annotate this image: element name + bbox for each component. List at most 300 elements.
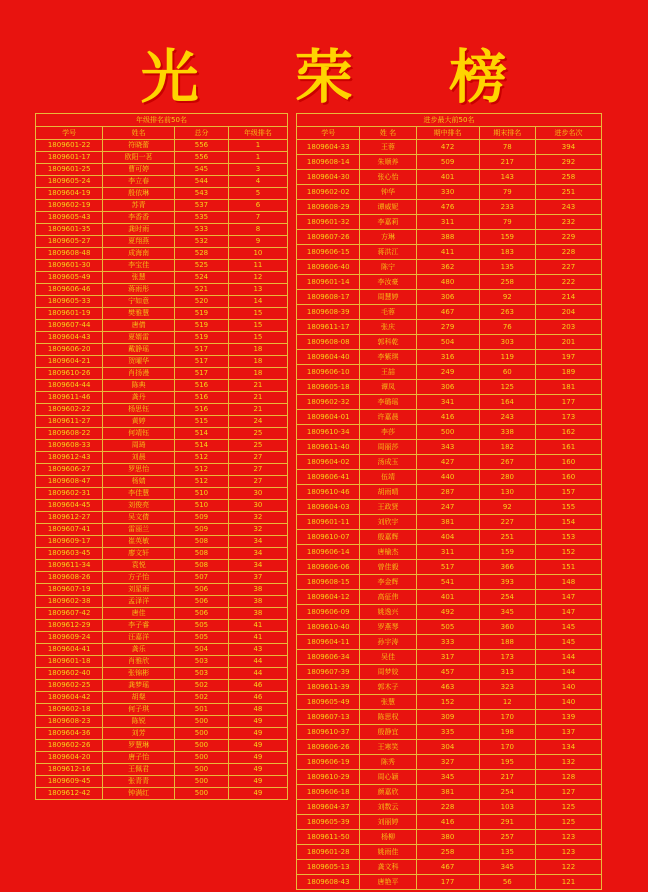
table-cell: 21: [228, 392, 287, 404]
table-cell: 1809608-08: [297, 335, 360, 350]
table-cell: 214: [535, 290, 601, 305]
table-cell: 76: [479, 320, 535, 335]
table-cell: 333: [416, 635, 479, 650]
table-cell: 381: [416, 515, 479, 530]
table-row: [36, 260, 288, 272]
table-cell: 1: [228, 152, 287, 164]
table-cell: 曹可婷: [103, 164, 175, 176]
table-cell: 38: [228, 584, 287, 596]
table-cell: 492: [416, 605, 479, 620]
table-cell: 欧阳一茗: [103, 152, 175, 164]
table-cell: 罗燕琴: [360, 620, 416, 635]
table-cell: 谭凤: [360, 380, 416, 395]
page-title: 光 荣 榜: [140, 43, 546, 111]
table-row: [36, 584, 288, 596]
table-cell: 145: [535, 620, 601, 635]
table-row: [297, 680, 602, 695]
table-cell: 张心怡: [360, 170, 416, 185]
table-cell: 1809601-17: [36, 152, 103, 164]
table-cell: 197: [535, 350, 601, 365]
table-cell: 463: [416, 680, 479, 695]
table-cell: 刘俊亮: [103, 500, 175, 512]
table-row: [297, 200, 602, 215]
table-cell: 黄婷: [103, 416, 175, 428]
table-cell: 18: [228, 344, 287, 356]
table-row: [36, 140, 288, 152]
table-cell: 1809602-18: [36, 704, 103, 716]
table-cell: 502: [175, 692, 229, 704]
table-cell: 许嘉晨: [360, 410, 416, 425]
table-cell: 313: [479, 665, 535, 680]
table-cell: 343: [416, 440, 479, 455]
table-row: [36, 296, 288, 308]
table-cell: 1809606-27: [36, 464, 103, 476]
table-cell: 338: [479, 425, 535, 440]
table-row: [297, 710, 602, 725]
table-cell: 280: [479, 470, 535, 485]
table-cell: 1809606-26: [297, 740, 360, 755]
table-cell: 519: [175, 320, 229, 332]
table-row: [297, 560, 602, 575]
table-cell: 1809605-13: [297, 860, 360, 875]
table-cell: 宁如意: [103, 296, 175, 308]
table-cell: 吴佳: [360, 650, 416, 665]
table-cell: 曾佳毅: [360, 560, 416, 575]
table-cell: 500: [416, 425, 479, 440]
table-cell: 27: [228, 452, 287, 464]
table-cell: 228: [535, 245, 601, 260]
table-cell: 方琳: [360, 230, 416, 245]
table-cell: 1809605-49: [297, 695, 360, 710]
table-cell: 李嘉莉: [360, 215, 416, 230]
table-row: [36, 668, 288, 680]
table-cell: 170: [479, 740, 535, 755]
table-row: [297, 245, 602, 260]
table-cell: 508: [175, 548, 229, 560]
table-row: [297, 665, 602, 680]
table-cell: 170: [479, 710, 535, 725]
table-cell: 1809605-18: [297, 380, 360, 395]
table-row: [297, 425, 602, 440]
table-cell: 龚时雨: [103, 224, 175, 236]
table-cell: 廖文轩: [103, 548, 175, 560]
table-cell: 121: [535, 875, 601, 890]
table-cell: 249: [416, 365, 479, 380]
table-cell: 15: [228, 332, 287, 344]
table-cell: 123: [535, 845, 601, 860]
table-cell: 198: [479, 725, 535, 740]
table-cell: 341: [416, 395, 479, 410]
table-cell: 217: [479, 770, 535, 785]
table-cell: 303: [479, 335, 535, 350]
table-cell: 504: [416, 335, 479, 350]
table-cell: 401: [416, 590, 479, 605]
column-header: 进步名次: [535, 127, 601, 140]
table-cell: 152: [535, 545, 601, 560]
table-row: [36, 380, 288, 392]
table-row: [297, 440, 602, 455]
table-cell: 陈宁: [360, 260, 416, 275]
table-cell: 方子怡: [103, 572, 175, 584]
table-cell: 30: [228, 488, 287, 500]
table-cell: 480: [416, 275, 479, 290]
table-cell: 殷静宜: [360, 725, 416, 740]
table-cell: 503: [175, 668, 229, 680]
table-cell: 1809605-33: [36, 296, 103, 308]
table-cell: 380: [416, 830, 479, 845]
table-cell: 323: [479, 680, 535, 695]
table-cell: 1809608-43: [297, 875, 360, 890]
table-cell: 140: [535, 680, 601, 695]
table-cell: 507: [175, 572, 229, 584]
table-cell: 267: [479, 455, 535, 470]
table-row: [36, 692, 288, 704]
table-cell: 陈典: [103, 380, 175, 392]
table-cell: 43: [228, 644, 287, 656]
table-cell: 刘星雨: [103, 584, 175, 596]
table-cell: 1809609-45: [36, 776, 103, 788]
table-row: [297, 185, 602, 200]
table-cell: 258: [535, 170, 601, 185]
table-cell: 1809602-31: [36, 488, 103, 500]
table-cell: 467: [416, 305, 479, 320]
table-cell: 1809612-16: [36, 764, 103, 776]
table-cell: 360: [479, 620, 535, 635]
table-cell: 41: [228, 620, 287, 632]
table-cell: 1809607-13: [297, 710, 360, 725]
table-cell: 60: [479, 365, 535, 380]
table-row: [36, 788, 288, 800]
table-cell: 125: [479, 380, 535, 395]
table-cell: 152: [416, 695, 479, 710]
table-cell: 502: [175, 680, 229, 692]
table-cell: 1809601-35: [36, 224, 103, 236]
table-cell: 510: [175, 488, 229, 500]
table-cell: 537: [175, 200, 229, 212]
table-row: [36, 728, 288, 740]
most-improved-table: [296, 113, 602, 890]
table-cell: 49: [228, 716, 287, 728]
table-row: [36, 608, 288, 620]
table-row: [297, 485, 602, 500]
table-cell: 1809602-32: [297, 395, 360, 410]
table-row: [297, 170, 602, 185]
table-cell: 王佩君: [103, 764, 175, 776]
table-cell: 125: [535, 800, 601, 815]
table-cell: 1809601-25: [36, 164, 103, 176]
table-cell: 1809606-10: [297, 365, 360, 380]
table-cell: 3: [228, 164, 287, 176]
table-cell: 134: [535, 740, 601, 755]
table-row: [297, 455, 602, 470]
table-cell: 1809608-48: [36, 248, 103, 260]
table-row: [297, 770, 602, 785]
table-cell: 161: [535, 440, 601, 455]
table-cell: 1809610-37: [297, 725, 360, 740]
table-cell: 18: [228, 368, 287, 380]
table-cell: 罗思怡: [103, 464, 175, 476]
table-cell: 147: [535, 590, 601, 605]
table-cell: 6: [228, 200, 287, 212]
table-cell: 516: [175, 404, 229, 416]
table-cell: 506: [175, 608, 229, 620]
table-cell: 34: [228, 560, 287, 572]
table-cell: 48: [228, 704, 287, 716]
table-cell: 32: [228, 512, 287, 524]
table-cell: 高征伟: [360, 590, 416, 605]
table-cell: 1809611-39: [297, 680, 360, 695]
table-cell: 1809601-14: [297, 275, 360, 290]
table-cell: 472: [416, 140, 479, 155]
table-row: [297, 830, 602, 845]
table-cell: 1809610-26: [36, 368, 103, 380]
table-cell: 145: [535, 635, 601, 650]
table-cell: 251: [535, 185, 601, 200]
table-cell: 32: [228, 524, 287, 536]
table-cell: 309: [416, 710, 479, 725]
table-cell: 177: [535, 395, 601, 410]
table-cell: 1809601-28: [297, 845, 360, 860]
table-cell: 1809604-12: [297, 590, 360, 605]
table-cell: 78: [479, 140, 535, 155]
table-cell: 龚乐: [103, 644, 175, 656]
table-cell: 21: [228, 380, 287, 392]
table-cell: 1809610-46: [297, 485, 360, 500]
table-cell: 79: [479, 185, 535, 200]
table-cell: 汪嘉洋: [103, 632, 175, 644]
table-cell: 30: [228, 500, 287, 512]
table-cell: 173: [479, 650, 535, 665]
table-cell: 49: [228, 764, 287, 776]
table-cell: 13: [228, 284, 287, 296]
table-cell: 胡粲: [103, 692, 175, 704]
table-row: [36, 320, 288, 332]
table-cell: 195: [479, 755, 535, 770]
table-cell: 506: [175, 584, 229, 596]
table-cell: 366: [479, 560, 535, 575]
table-row: [297, 350, 602, 365]
table-cell: 王蓉: [360, 140, 416, 155]
table-cell: 516: [175, 380, 229, 392]
table-cell: 1809612-27: [36, 512, 103, 524]
table-cell: 49: [228, 740, 287, 752]
table-row: [297, 650, 602, 665]
table-cell: 1809604-40: [297, 350, 360, 365]
table-row: [297, 725, 602, 740]
table-cell: 刘芳: [103, 728, 175, 740]
table-row: [297, 785, 602, 800]
table-cell: 416: [416, 815, 479, 830]
table-cell: 周梦姣: [360, 665, 416, 680]
table-cell: 541: [416, 575, 479, 590]
table-row: [36, 428, 288, 440]
table-cell: 1809606-14: [297, 545, 360, 560]
table-cell: 27: [228, 476, 287, 488]
table-cell: 夏婿雷: [103, 332, 175, 344]
table-cell: 159: [479, 545, 535, 560]
table-row: [36, 464, 288, 476]
table-row: [36, 152, 288, 164]
table-cell: 1809602-40: [36, 668, 103, 680]
table-cell: 龚梦瑶: [103, 680, 175, 692]
table-cell: 1809604-43: [36, 332, 103, 344]
table-cell: 唐子怡: [103, 752, 175, 764]
table-cell: 1809608-39: [297, 305, 360, 320]
table-row: [36, 272, 288, 284]
table-row: [36, 344, 288, 356]
table-row: [297, 605, 602, 620]
table-cell: 381: [416, 785, 479, 800]
table-cell: 周琦: [103, 440, 175, 452]
table-cell: 殷嘉辉: [360, 530, 416, 545]
table-cell: 1809609-24: [36, 632, 103, 644]
table-cell: 517: [175, 344, 229, 356]
table-cell: 李璐瑶: [360, 395, 416, 410]
table-cell: 1809606-41: [297, 470, 360, 485]
table-cell: 苏青: [103, 200, 175, 212]
table-cell: 155: [535, 500, 601, 515]
table-cell: 1809604-45: [36, 500, 103, 512]
table-cell: 38: [228, 608, 287, 620]
table-cell: 郭科乾: [360, 335, 416, 350]
table-cell: 159: [479, 230, 535, 245]
table-cell: 46: [228, 680, 287, 692]
table-cell: 227: [479, 515, 535, 530]
table-cell: 周心颖: [360, 770, 416, 785]
table-cell: 311: [416, 545, 479, 560]
table-cell: 37: [228, 572, 287, 584]
table-cell: 1809608-23: [36, 716, 103, 728]
table-cell: 203: [535, 320, 601, 335]
table-cell: 1809602-02: [297, 185, 360, 200]
table-cell: 18: [228, 356, 287, 368]
table-cell: 501: [175, 704, 229, 716]
table-cell: 张庆: [360, 320, 416, 335]
table-row: [36, 236, 288, 248]
table-cell: 何子琪: [103, 704, 175, 716]
table-cell: 5: [228, 188, 287, 200]
table-row: [36, 524, 288, 536]
table-cell: 1809605-39: [297, 815, 360, 830]
table-row: [36, 392, 288, 404]
table-row: [297, 410, 602, 425]
column-header: 姓名: [103, 127, 175, 140]
table-cell: 38: [228, 596, 287, 608]
table-cell: 1: [228, 140, 287, 152]
table-cell: 335: [416, 725, 479, 740]
table-row: [297, 590, 602, 605]
table-row: [36, 596, 288, 608]
table-row: [36, 212, 288, 224]
table-row: [36, 440, 288, 452]
table-cell: 243: [535, 200, 601, 215]
table-row: [297, 620, 602, 635]
table-cell: 544: [175, 176, 229, 188]
table-row: [36, 356, 288, 368]
table-row: [297, 545, 602, 560]
table-cell: 189: [535, 365, 601, 380]
table-cell: 肖扬漫: [103, 368, 175, 380]
table-row: [297, 215, 602, 230]
table-cell: 贺曜华: [103, 356, 175, 368]
table-cell: 217: [479, 155, 535, 170]
table-cell: 123: [535, 830, 601, 845]
table-cell: 1809608-47: [36, 476, 103, 488]
table-cell: 王政贤: [360, 500, 416, 515]
table-cell: 李汝豪: [360, 275, 416, 290]
table-cell: 92: [479, 290, 535, 305]
table-cell: 杨婧: [103, 476, 175, 488]
table-cell: 11: [228, 260, 287, 272]
table-cell: 177: [416, 875, 479, 890]
table-cell: 1809607-42: [36, 608, 103, 620]
table-row: [297, 860, 602, 875]
table-cell: 258: [416, 845, 479, 860]
table-cell: 232: [535, 215, 601, 230]
table-cell: 1809612-42: [36, 788, 103, 800]
table-cell: 520: [175, 296, 229, 308]
table-cell: 512: [175, 476, 229, 488]
table-cell: 唐佳: [103, 608, 175, 620]
table-cell: 144: [535, 650, 601, 665]
table-row: [297, 305, 602, 320]
table-cell: 188: [479, 635, 535, 650]
table-cell: 500: [175, 788, 229, 800]
table-cell: 514: [175, 440, 229, 452]
table-cell: 李佳慧: [103, 488, 175, 500]
table-cell: 233: [479, 200, 535, 215]
table-cell: 1809603-45: [36, 548, 103, 560]
table-cell: 535: [175, 212, 229, 224]
table-cell: 140: [535, 695, 601, 710]
table-cell: 292: [535, 155, 601, 170]
table-cell: 508: [175, 560, 229, 572]
table-cell: 1809602-26: [36, 740, 103, 752]
table-cell: 504: [175, 644, 229, 656]
table-cell: 钟满红: [103, 788, 175, 800]
table-cell: 1809608-17: [297, 290, 360, 305]
table-row: [36, 536, 288, 548]
table-row: [297, 155, 602, 170]
table-cell: 郭木子: [360, 680, 416, 695]
table-cell: 1809604-02: [297, 455, 360, 470]
table-cell: 505: [416, 620, 479, 635]
table-cell: 509: [175, 512, 229, 524]
table-cell: 279: [416, 320, 479, 335]
table-row: [36, 476, 288, 488]
table-cell: 1809602-19: [36, 200, 103, 212]
table-row: [297, 470, 602, 485]
table-cell: 524: [175, 272, 229, 284]
table-cell: 509: [416, 155, 479, 170]
table-cell: 160: [535, 455, 601, 470]
table-cell: 34: [228, 536, 287, 548]
most-improved-heading: 进步最大前50名: [297, 114, 602, 127]
table-cell: 147: [535, 605, 601, 620]
top-50-rank-heading: 年级排名前50名: [36, 114, 288, 127]
table-cell: 李莎: [360, 425, 416, 440]
table-cell: 15: [228, 308, 287, 320]
table-cell: 164: [479, 395, 535, 410]
table-row: [297, 320, 602, 335]
table-cell: 228: [416, 800, 479, 815]
table-cell: 476: [416, 200, 479, 215]
table-cell: 393: [479, 575, 535, 590]
table-cell: 291: [479, 815, 535, 830]
table-cell: 1809611-17: [297, 320, 360, 335]
table-cell: 457: [416, 665, 479, 680]
table-cell: 孙宇涛: [360, 635, 416, 650]
